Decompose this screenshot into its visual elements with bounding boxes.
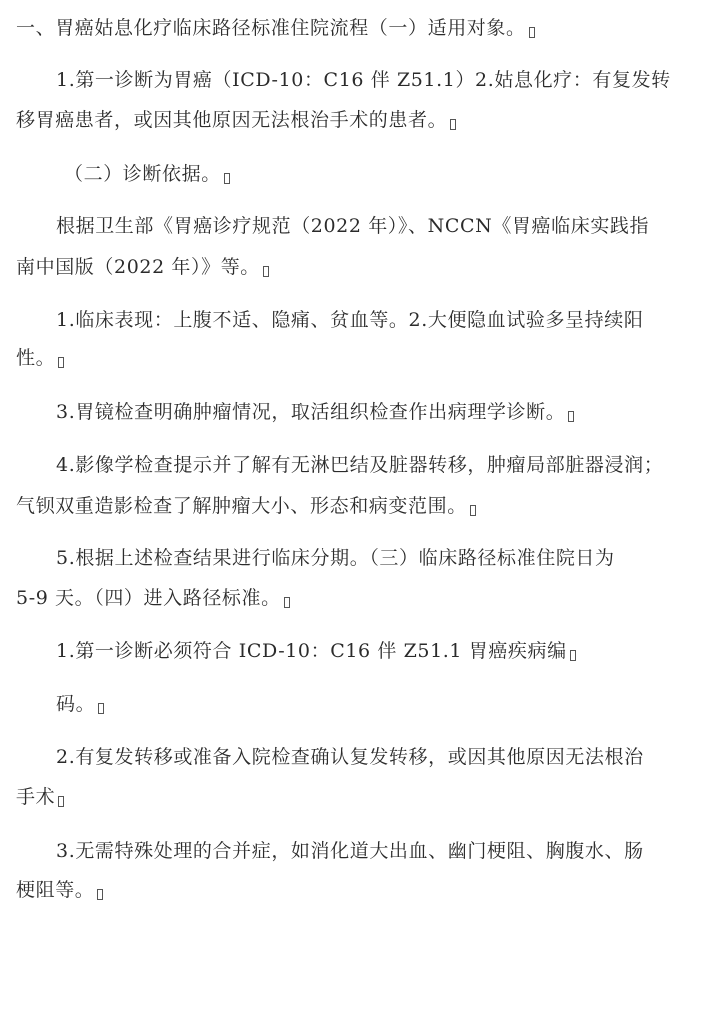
paragraph-line: 1.第一诊断为胃癌（ICD-10：C16 伴 Z51.1）2.姑息化疗：有复发转 [56, 69, 671, 91]
paragraph-line: 2.有复发转移或准备入院检查确认复发转移，或因其他原因无法根治 [56, 746, 644, 768]
paragraph-line: 南中国版（2022 年）》等。 [16, 255, 706, 279]
paragraph-end-mark [450, 119, 456, 130]
paragraph-end-mark [58, 357, 64, 368]
paragraph-line: 3.胃镜检查明确肿瘤情况，取活组织检查作出病理学诊断。 [56, 400, 706, 424]
paragraph-end-mark [470, 505, 476, 516]
paragraph-line: 梗阻等。 [16, 878, 706, 902]
section-heading: 一、胃癌姑息化疗临床路径标准住院流程（一）适用对象。 [16, 16, 706, 40]
paragraph-end-mark [98, 703, 104, 714]
paragraph-end-mark [529, 27, 535, 38]
paragraph-line: 移胃癌患者，或因其他原因无法根治手术的患者。 [16, 108, 706, 132]
paragraph-line: 气钡双重造影检查了解肿瘤大小、形态和病变范围。 [16, 494, 706, 518]
paragraph-line: 手术 [16, 785, 706, 809]
paragraph-end-mark [58, 796, 64, 807]
paragraph-end-mark [570, 650, 576, 661]
paragraph-line: 5.根据上述检查结果进行临床分期。（三）临床路径标准住院日为 [56, 547, 615, 569]
paragraph-end-mark [97, 889, 103, 900]
paragraph-line: 5-9 天。（四）进入路径标准。 [16, 586, 706, 610]
subsection-heading: （二）诊断依据。 [64, 162, 716, 186]
paragraph-end-mark [263, 266, 269, 277]
paragraph-line: 码。 [56, 692, 706, 716]
paragraph-line: 1.临床表现：上腹不适、隐痛、贫血等。2.大便隐血试验多呈持续阳 [56, 309, 644, 331]
paragraph-line: 3.无需特殊处理的合并症，如消化道大出血、幽门梗阻、胸腹水、肠 [56, 840, 644, 862]
paragraph-line: 1.第一诊断必须符合 ICD-10：C16 伴 Z51.1 胃癌疾病编 [56, 639, 706, 663]
paragraph-line: 4.影像学检查提示并了解有无淋巴结及脏器转移，肿瘤局部脏器浸润； [56, 454, 664, 476]
paragraph-end-mark [284, 597, 290, 608]
paragraph-end-mark [224, 173, 230, 184]
paragraph-end-mark [568, 411, 574, 422]
paragraph-line: 性。 [16, 346, 706, 370]
paragraph-line: 根据卫生部《胃癌诊疗规范（2022 年）》、NCCN《胃癌临床实践指 [56, 215, 650, 237]
